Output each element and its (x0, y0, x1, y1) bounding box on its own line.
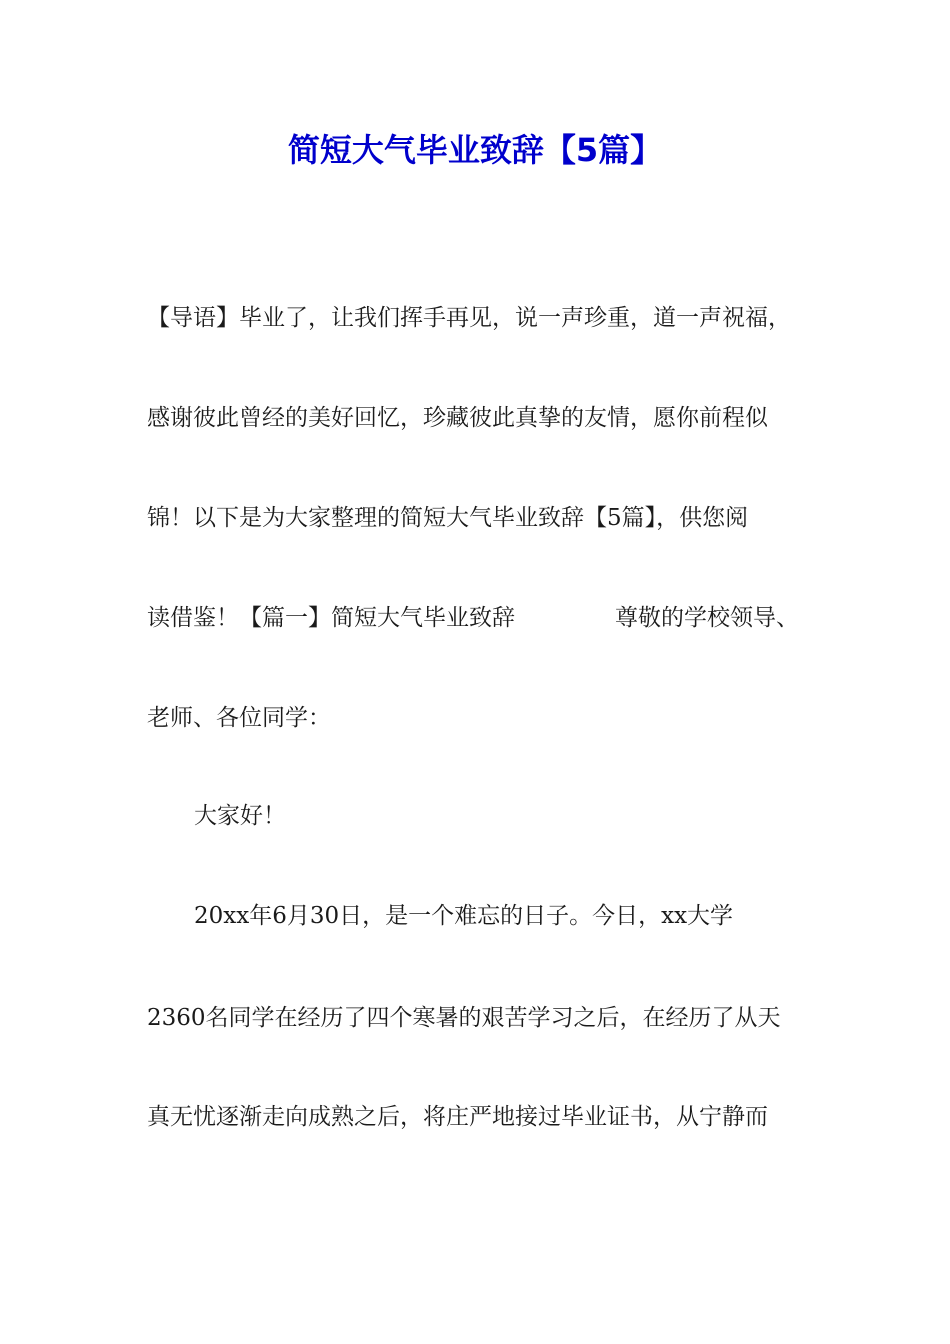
paragraph-line: 锦！以下是为大家整理的简短大气毕业致辞【5篇】，供您阅 (147, 505, 749, 531)
paragraph-line: 感谢彼此曾经的美好回忆，珍藏彼此真挚的友情，愿你前程似 (147, 405, 768, 431)
paragraph-line: 大家好！ (194, 803, 286, 829)
paragraph-line: 20xx年6月30日，是一个难忘的日子。今日，xx大学 (194, 903, 734, 929)
paragraph-line: 真无忧逐渐走向成熟之后，将庄严地接过毕业证书，从宁静而 (147, 1104, 768, 1130)
document-title: 简短大气毕业致辞【5篇】 (287, 131, 663, 169)
paragraph-line: 【导语】毕业了，让我们挥手再见，说一声珍重，道一声祝福， (147, 305, 791, 331)
paragraph-line (147, 602, 799, 634)
paragraph-line: 老师、各位同学： (147, 705, 331, 731)
paragraph-line-segment: 尊敬的学校领导、 (615, 605, 799, 631)
paragraph-line: 2360名同学在经历了四个寒暑的艰苦学习之后，在经历了从天 (147, 1005, 781, 1031)
paragraph-line-segment: 读借鉴！【篇一】简短大气毕业致辞 (147, 605, 515, 631)
